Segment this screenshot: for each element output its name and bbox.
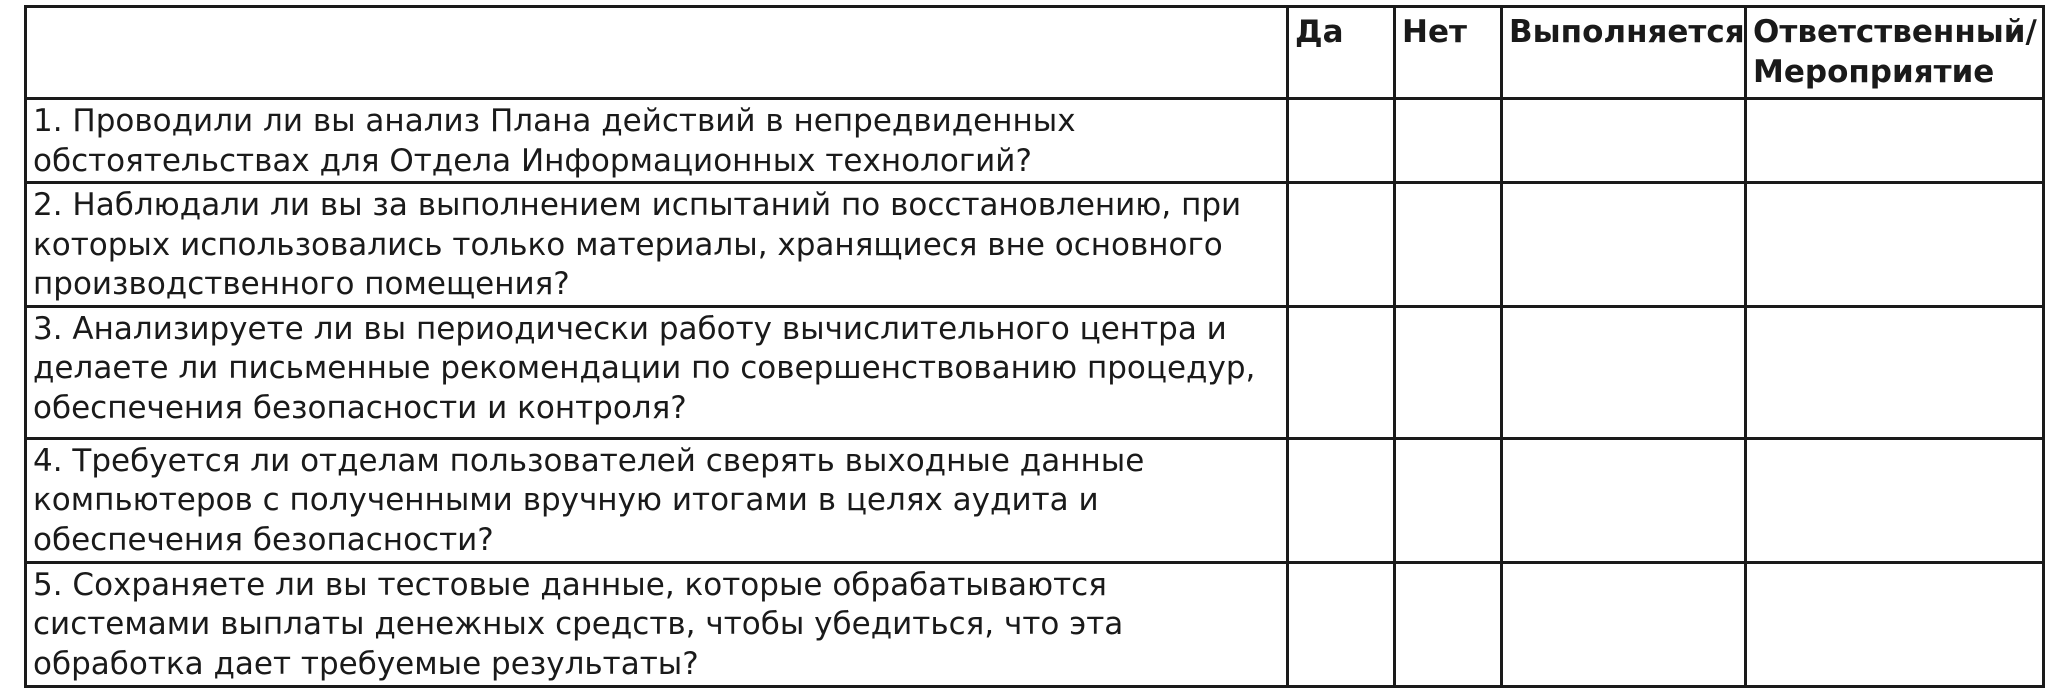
responsible-cell[interactable]: [1746, 183, 2044, 307]
in-progress-cell[interactable]: [1502, 438, 1746, 562]
in-progress-cell[interactable]: [1502, 183, 1746, 307]
no-cell[interactable]: [1395, 183, 1502, 307]
yes-cell[interactable]: [1288, 438, 1395, 562]
table-row: [26, 99, 2044, 183]
table-row: [26, 183, 2044, 307]
question-cell: 1. Проводили ли вы анализ Плана действий в непредвиденных обстоятельствах для Отдела Информационных технологий?: [26, 99, 1288, 183]
responsible-cell[interactable]: [1746, 306, 2044, 438]
in-progress-cell[interactable]: [1502, 306, 1746, 438]
header-row: [26, 7, 2044, 99]
yes-cell[interactable]: [1288, 562, 1395, 686]
table-row: [26, 562, 2044, 686]
no-cell[interactable]: [1395, 306, 1502, 438]
yes-cell[interactable]: [1288, 306, 1395, 438]
no-cell[interactable]: [1395, 562, 1502, 686]
header-in-progress: Выполняется: [1502, 7, 1746, 99]
in-progress-cell[interactable]: [1502, 562, 1746, 686]
question-cell: 3. Анализируете ли вы периодически работу вычислительного центра и делаете ли письменные рекомендации по совершенствованию процедур, обеспечения безопасности и контроля?: [26, 306, 1288, 438]
responsible-cell[interactable]: [1746, 99, 2044, 183]
header-yes: Да: [1288, 7, 1395, 99]
yes-cell[interactable]: [1288, 99, 1395, 183]
responsible-cell[interactable]: [1746, 438, 2044, 562]
header-no: Нет: [1395, 7, 1502, 99]
in-progress-cell[interactable]: [1502, 99, 1746, 183]
question-cell: 5. Сохраняете ли вы тестовые данные, которые обрабатываются системами выплаты денежных средств, чтобы убедиться, что эта обработка дает требуемые результаты?: [26, 562, 1288, 686]
yes-cell[interactable]: [1288, 183, 1395, 307]
no-cell[interactable]: [1395, 99, 1502, 183]
question-cell: 2. Наблюдали ли вы за выполнением испытаний по восстановлению, при которых использовались только материалы, хранящиеся вне основного производственного помещения?: [26, 183, 1288, 307]
no-cell[interactable]: [1395, 438, 1502, 562]
question-cell: 4. Требуется ли отделам пользователей сверять выходные данные компьютеров с полученными вручную итогами в целях аудита и обеспечения безопасности?: [26, 438, 1288, 562]
header-question: [26, 7, 1288, 99]
table-row: [26, 306, 2044, 438]
header-responsible: Ответственный/ Мероприятие: [1746, 7, 2044, 99]
table-row: [26, 438, 2044, 562]
audit-checklist-table: [24, 5, 2045, 688]
responsible-cell[interactable]: [1746, 562, 2044, 686]
